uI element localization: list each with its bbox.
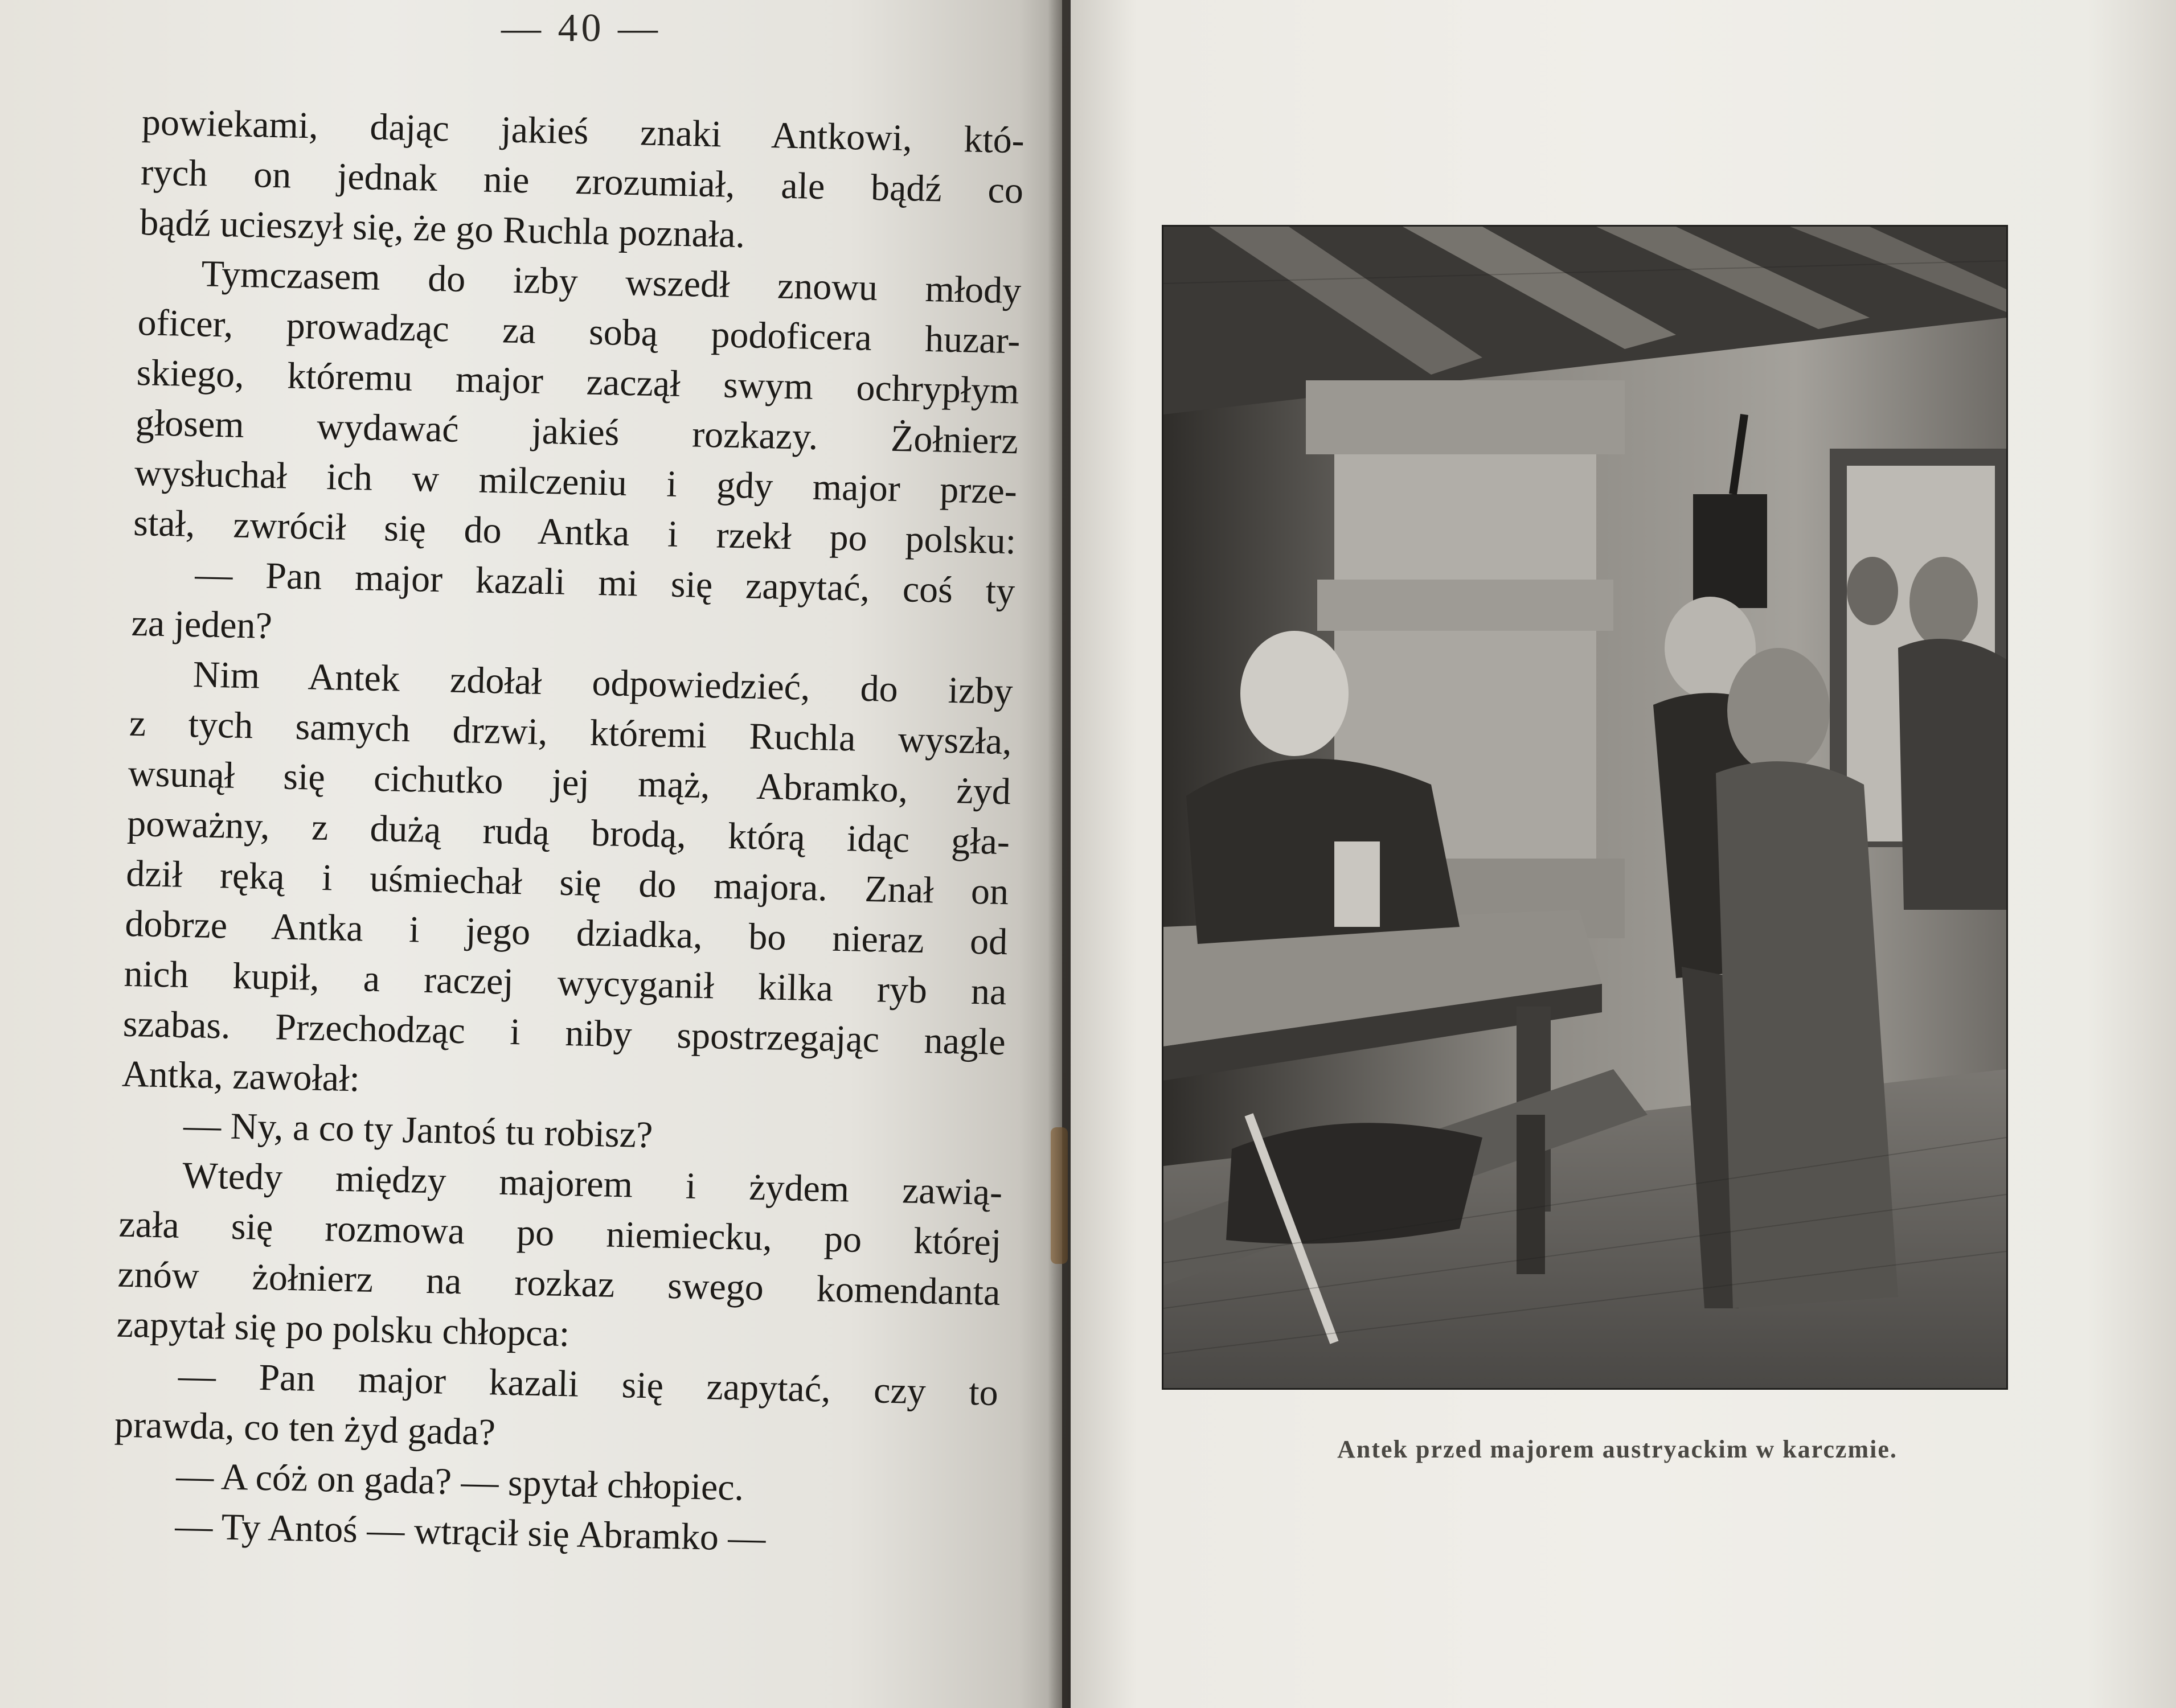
text-line: głosem wydawać jakieś rozkazy. Żołnierz xyxy=(135,401,1019,462)
tavern-scene-engraving-icon xyxy=(1162,225,2008,1390)
text-line: Tymczasem do izby wszedł znowu młody xyxy=(200,253,1022,312)
worn-spine-mark xyxy=(1051,1127,1068,1264)
text-line: za jeden? xyxy=(130,602,273,647)
left-page xyxy=(0,0,1062,1708)
illustration-caption: Antek przed majorem austryackim w karczmie. xyxy=(1337,1435,1898,1463)
text-line: — A cóż on gada? — spytał chłopiec. xyxy=(175,1455,744,1509)
text-line: szabas. Przechodząc i niby spostrzegając nagle xyxy=(122,1003,1006,1064)
text-line: zała się rozmowa po niemiecku, po której xyxy=(118,1203,1002,1264)
text-line: znów żołnierz na rozkaz swego komendanta xyxy=(117,1253,1001,1314)
text-line: stał, zwrócił się do Antka i rzekł po polsku: xyxy=(133,502,1017,563)
text-line: — Pan major kazali mi się zapytać, coś ty xyxy=(194,553,1015,613)
text-line: — Pan major kazali się zapytać, czy to xyxy=(178,1354,999,1414)
text-line: poważny, z dużą rudą brodą, którą idąc gła- xyxy=(126,802,1010,863)
text-line: zapytał się po polsku chłopca: xyxy=(116,1303,570,1355)
text-line: z tych samych drzwi, któremi Ruchla wyszła, xyxy=(129,702,1013,763)
text-line: Nim Antek zdołał odpowiedzieć, do izby xyxy=(192,654,1014,713)
text-line: dził ręką i uśmiechał się do majora. Znał on xyxy=(125,852,1009,913)
text-line: nich kupił, a raczej wycyganił kilka ryb na xyxy=(123,952,1007,1013)
body-text xyxy=(84,97,1025,1569)
page-number: — 40 — xyxy=(501,6,661,50)
text-line: prawda, co ten żyd gada? xyxy=(114,1403,496,1454)
text-line: — Ty Antoś — wtrącił się Abramko — xyxy=(174,1505,767,1559)
text-line: wysłuchał ich w milczeniu i gdy major prze- xyxy=(134,451,1018,512)
text-line: oficer, prowadząc za sobą podoficera huzar- xyxy=(137,301,1021,362)
text-line: wsunął się cichutko jej mąż, Abramko, żyd xyxy=(128,752,1011,813)
text-line: Antka, zawołał: xyxy=(121,1053,360,1100)
text-line: skiego, któremu major zaczął swym ochrypłym xyxy=(136,351,1020,412)
text-line: rych on jednak nie zrozumiał, ale bądź co xyxy=(140,151,1024,212)
text-line: — Ny, a co ty Jantoś tu robisz? xyxy=(183,1104,654,1156)
text-line: powiekami, dając jakieś znaki Antkowi, któ- xyxy=(141,101,1025,162)
text-line: bądź ucieszył się, że go Ruchla poznała. xyxy=(139,202,745,256)
text-line: dobrze Antka i jego dziadka, bo nieraz od xyxy=(124,902,1009,963)
right-page xyxy=(1071,0,2176,1708)
text-line: Wtedy między majorem i żydem zawią- xyxy=(182,1154,1003,1214)
